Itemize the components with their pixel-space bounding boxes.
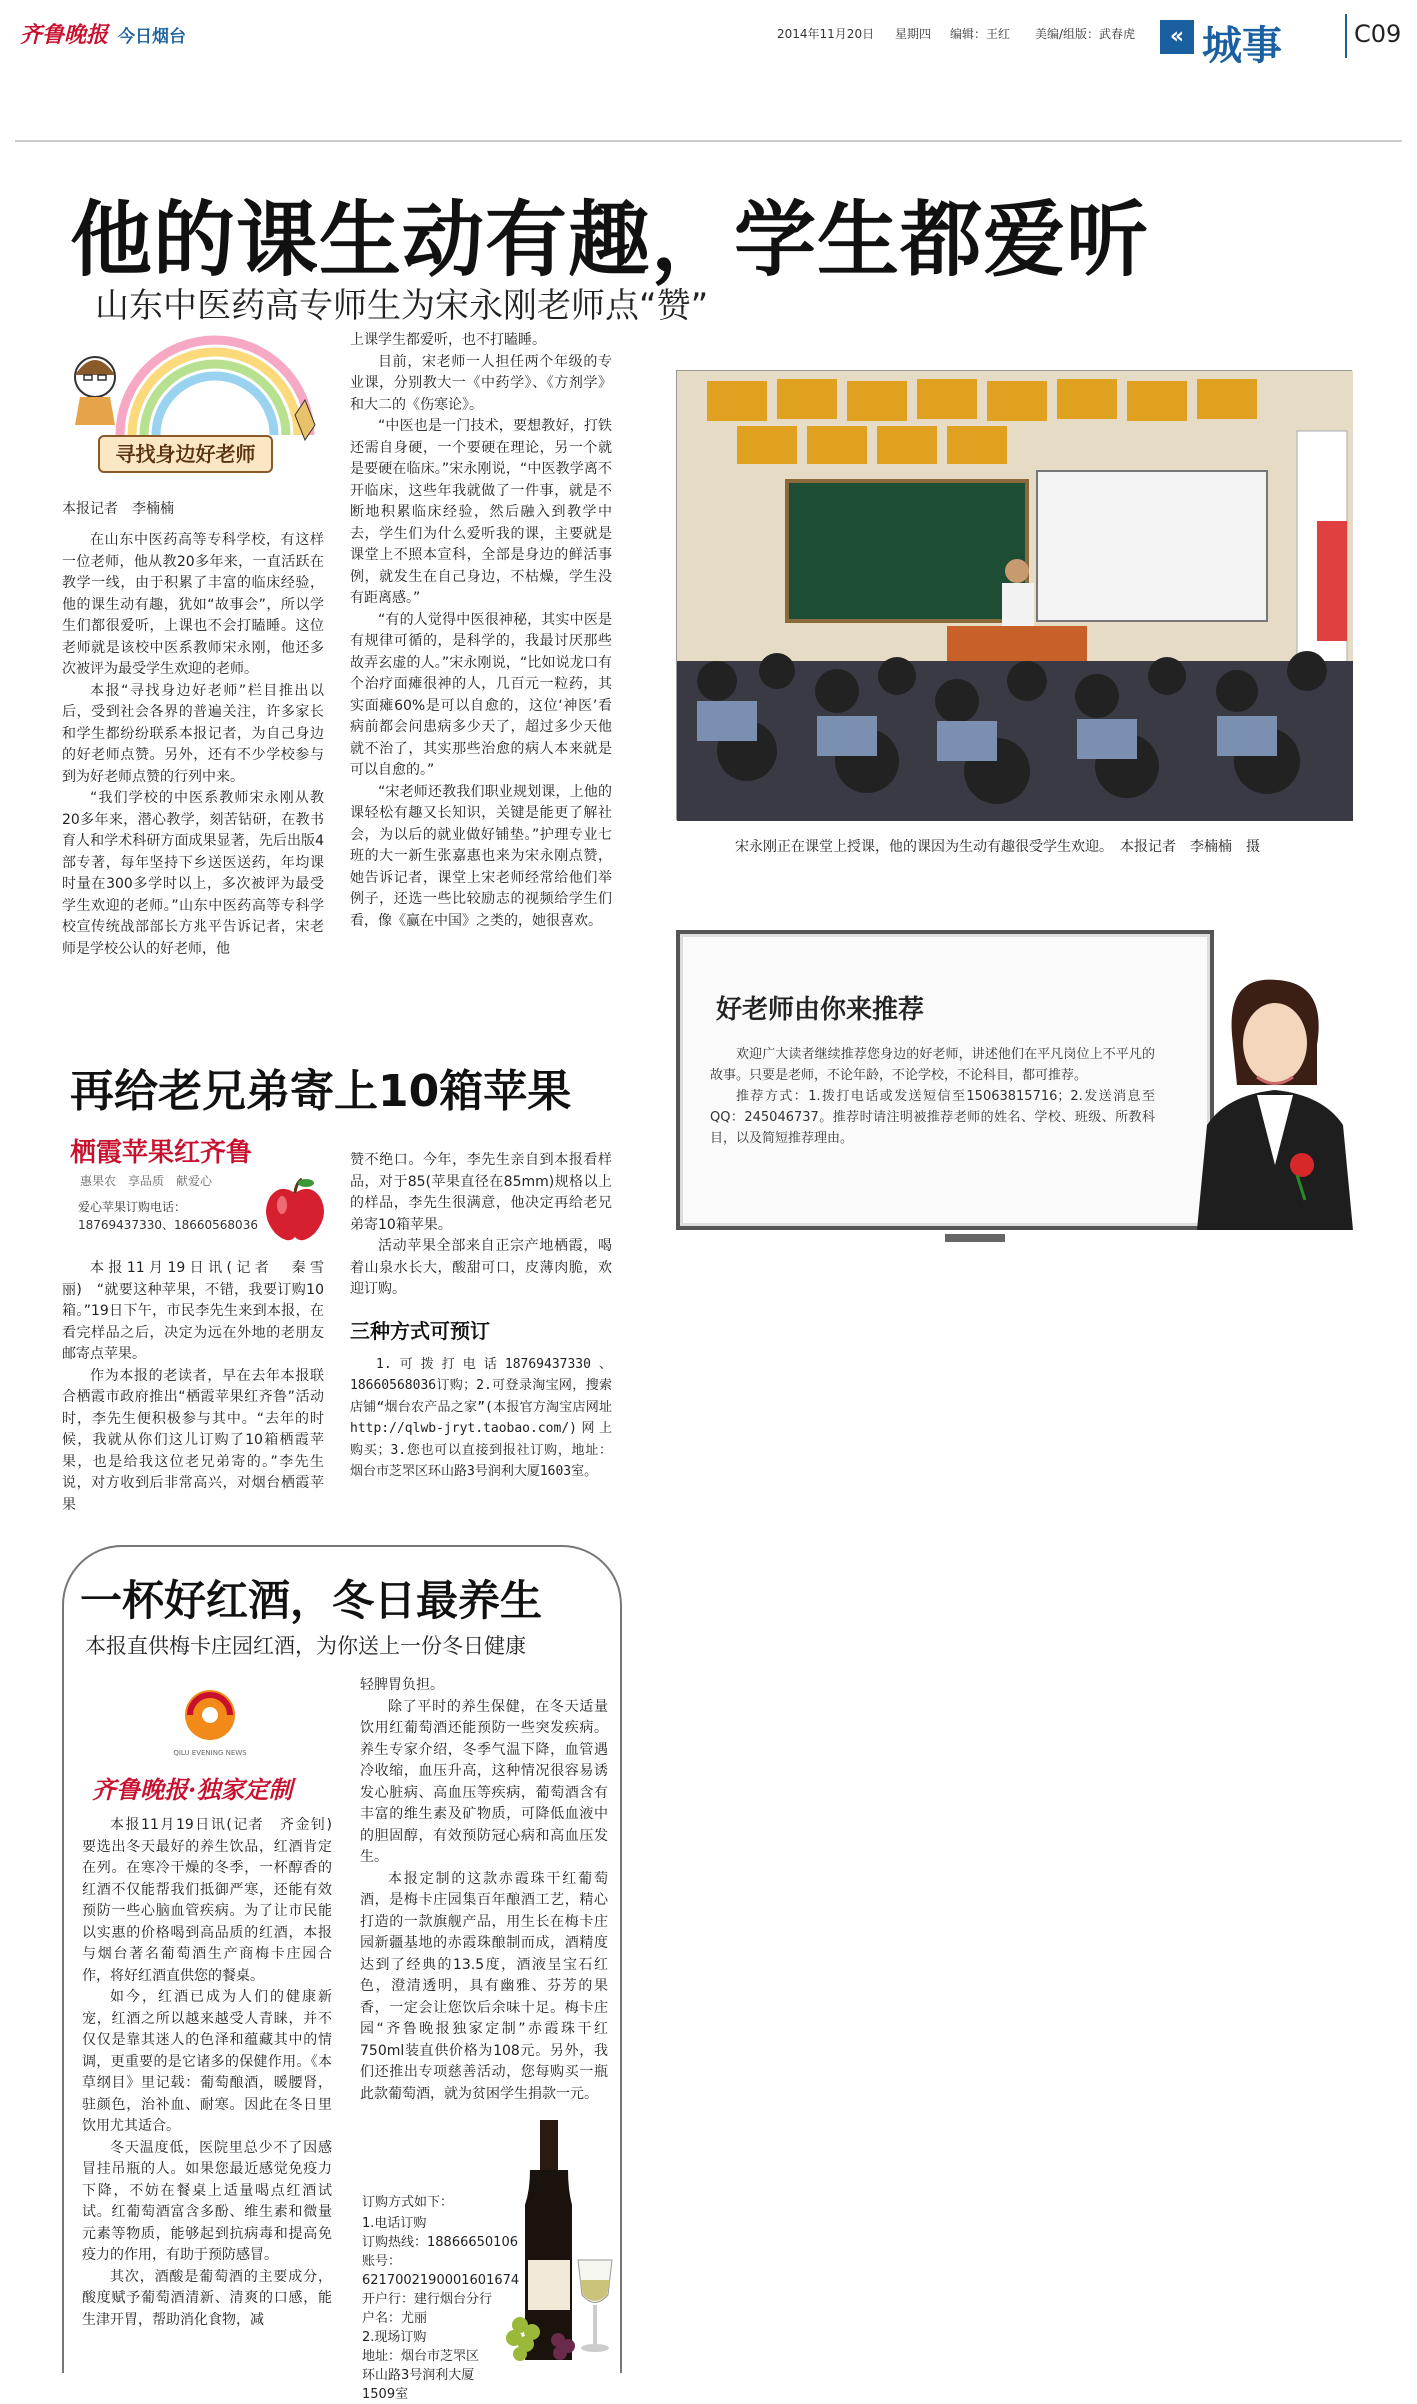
teacher-illustration bbox=[1187, 965, 1357, 1230]
issue-weekday: 星期四 bbox=[895, 27, 932, 41]
paragraph: 本报“寻找身边好老师”栏目推出以后，受到社会各界的普遍关注，许多家长和学生都纷纷联系本报记者，为自己身边的好老师点赞。另外，还有不少学校参与到为好老师点赞的行列中来。 bbox=[62, 682, 324, 785]
recommend-paragraph: 欢迎广大读者继续推荐您身边的好老师，讲述他们在平凡岗位上不平凡的故事。只要是老师，不论年龄，不论学校，不论科目，都可推荐。 bbox=[710, 1047, 1155, 1083]
apple-hotline-label: 爱心苹果订购电话： bbox=[78, 1200, 187, 1214]
article3-column-1 bbox=[82, 1815, 346, 2370]
paragraph: “中医也是一门技术，要想教好，打铁还需自身硬，一个要硬在理论，另一个就是要硬在临床。”宋永刚说，“中医教学离不开临床，这些年我就做了一件事，就是不断地积累临床经验，然后融入到教学中去，学生们为什么爱听我的课，主要就是课堂上不照本宣科，全部是身边的鲜活事例，就发生在自己身边，不枯燥，学生没有距离感。” bbox=[350, 418, 612, 606]
section-arrow-icon: « bbox=[1160, 20, 1194, 54]
recommend-box-title: 好老师由你来推荐 bbox=[716, 995, 925, 1025]
wine-order-line: 1.电话订购 bbox=[362, 2216, 427, 2231]
apple-brand-box bbox=[60, 1130, 330, 1250]
wine-order-line: 开户行：建行烟台分行 bbox=[362, 2292, 493, 2307]
qilu-logo-icon bbox=[175, 1685, 245, 1745]
design-credit: 美编/组版：武春虎 bbox=[1035, 27, 1136, 41]
article1-byline: 本报记者 李楠楠 bbox=[62, 501, 174, 517]
qilu-logo-text: QILU EVENING NEWS bbox=[173, 1749, 247, 1757]
paragraph: 在山东中医药高等专科学校，有这样一位老师，他从教20多年来，一直活跃在教学一线，由于积累了丰富的临床经验，他的课生动有趣，犹如“故事会”，所以学生们都很爱听，上课也不会打瞌睡。这位老师就是该校中医系教师宋永刚，他还多次被评为最受学生欢迎的老师。 bbox=[62, 532, 324, 677]
article2-column-2 bbox=[350, 1150, 612, 1525]
paragraph: 冬天温度低，医院里总少不了因感冒挂吊瓶的人。如果您最近感觉免疫力下降，不妨在餐桌上适量喝点红酒试试。红葡萄酒富含多酚、维生素和微量元素等物质，能够起到抗病毒和提高免疫力的作用，有助于预防感冒。 bbox=[82, 2139, 332, 2263]
paragraph: 本报定制的这款赤霞珠干红葡萄酒，是梅卡庄园集百年酿酒工艺，精心打造的一款旗舰产品，用生长在梅卡庄园新疆基地的赤霞珠酿制而成，酒精度达到了经典的13.5度，酒液呈宝石红色，澄清透明，具有幽雅、芬芳的果香，一定会让您饮后余味十足。梅卡庄园“齐鲁晚报独家定制”赤霞珠干红750ml装直供价格为108元。另外，我们还推出专项慈善活动，您每购买一瓶此款葡萄酒，就为贫困学生捐款一元。 bbox=[360, 1870, 608, 2102]
paragraph: 赞不绝口。今年，李先生亲自到本报看样品，对于85(苹果直径在85mm)规格以上的样品，李先生很满意，他决定再给老兄弟寄10箱苹果。 bbox=[350, 1152, 612, 1233]
wine-order-line: 户名：尤丽 bbox=[362, 2311, 428, 2326]
article1-column-2 bbox=[350, 330, 612, 1025]
paragraph: 本报11月19日讯(记者 秦雪丽) “就要这种苹果，不错，我要订购10箱。”19日下午，市民李先生来到本报，在看完样品之后，决定为远在外地的老朋友邮寄点苹果。 bbox=[62, 1260, 324, 1362]
column-badge bbox=[60, 325, 330, 485]
wine-order-line: 地址：烟台市芝罘区 bbox=[362, 2349, 480, 2364]
apple-icon bbox=[260, 1175, 330, 1245]
paragraph: “我们学校的中医系教师宋永刚从教20多年来，潜心教学，刻苦钻研，在教书育人和学术科研方面成果显著，先后出版4部专著，每年坚持下乡送医送药，年均课时量在300多学时以上，多次被评为最受学生欢迎的老师。”山东中医药高等专科学校宣传统战部部长方兆平告诉记者，宋老师是学校公认的好老师，他 bbox=[62, 790, 324, 957]
column-badge-label: 寻找身边好老师 bbox=[98, 435, 273, 473]
wine-order-line: 6217002190001601674 bbox=[362, 2273, 520, 2288]
paragraph: “宋老师还教我们职业规划课，上他的课轻松有趣又长知识，关键是能更了解社会，为以后的就业做好铺垫。”护理专业七班的大一新生张嘉惠也来为宋永刚点赞，她告诉记者，课堂上宋老师经常给他们举例子，还选一些比较励志的视频给学生们看，像《赢在中国》之类的，她很喜欢。 bbox=[350, 783, 612, 929]
apple-brand-title: 栖霞苹果红齐鲁 bbox=[70, 1138, 253, 1168]
issue-date: 2014年11月20日 bbox=[777, 27, 875, 41]
order-heading: 三种方式可预订 bbox=[350, 1318, 490, 1343]
article3-subheadline: 本报直供梅卡庄园红酒，为你送上一份冬日健康 bbox=[85, 1634, 526, 1658]
section-label: 今日烟台 bbox=[118, 27, 186, 47]
order-text: 1.可拨打电话18769437330、18660568036订购；2.可登录淘宝网，搜索店铺“烟台农产品之家”(本报官方淘宝店网址http://qlwb-jryt.taobao.com/)网上购买；3.您也可以直接到报社订购，地址：烟台市芝罘区环山路3号润利大厦1603室。 bbox=[350, 1356, 612, 1479]
wine-order-line: 账号： bbox=[362, 2254, 402, 2269]
wine-order-title: 订购方式如下： bbox=[362, 2195, 454, 2210]
recommend-box bbox=[676, 930, 1214, 1230]
wine-order-line: 环山路3号润利大厦 bbox=[362, 2368, 475, 2383]
article3-headline: 一杯好红酒，冬日最养生 bbox=[80, 1576, 543, 1625]
recommend-box-text bbox=[710, 1044, 1155, 1149]
wine-order-line: 订购热线：18866650106 bbox=[362, 2235, 518, 2250]
article1-subheadline: 山东中医药高专师生为宋永刚老师点“赞” bbox=[95, 286, 709, 326]
paragraph: 活动苹果全部来自正宗产地栖霞，喝着山泉水长大，酸甜可口，皮薄肉脆，欢迎订购。 bbox=[350, 1238, 612, 1297]
wine-order-line: 1509室 bbox=[362, 2387, 409, 2402]
paragraph: 轻脾胃负担。 bbox=[360, 1677, 444, 1693]
article1-column-1 bbox=[62, 530, 324, 1020]
photo-caption: 宋永刚正在课堂上授课，他的课因为生动有趣很受学生欢迎。 本报记者 李楠楠 摄 bbox=[735, 839, 1260, 855]
section-title: 城事 bbox=[1202, 23, 1282, 69]
paragraph: 本报11月19日讯(记者 齐金钊) 要选出冬天最好的养生饮品，红酒肯定在列。在寒冷干燥的冬季，一杯醇香的红酒不仅能帮我们抵御严寒，还能有效预防一些心脑血管疾病。为了让市民能以实惠的价格喝到高品质的红酒，本报与烟台著名葡萄酒生产商梅卡庄园合作，将好红酒直供您的餐桌。 bbox=[82, 1817, 346, 1984]
paragraph: “有的人觉得中医很神秘，其实中医是有规律可循的，是科学的，我最讨厌那些故弄玄虚的人。”宋永刚说，“比如说龙口有个治疗面瘫很神的人，几百元一粒药，其实面瘫60%是可以自愈的，这位‘神医’看病前都会问患病多少天了，超过多少天他就不治了，其实那些治愈的病人本来就是可以自愈的。” bbox=[350, 611, 612, 778]
article3-column-2 bbox=[360, 1675, 608, 2185]
apple-hotline-numbers: 18769437330、18660568036 bbox=[78, 1218, 258, 1232]
masthead bbox=[0, 0, 1417, 80]
paragraph: 除了平时的养生保健，在冬天适量饮用红葡萄酒还能预防一些突发疾病。养生专家介绍，冬季气温下降，血管遇冷收缩，血压升高，这种情况很容易诱发心脏病、高血压等疾病，葡萄酒含有丰富的维生素及矿物质，可降低血液中的胆固醇，有效预防冠心病和高血压发生。 bbox=[360, 1698, 608, 1865]
board-stand bbox=[945, 1234, 1005, 1242]
recommend-paragraph: 推荐方式：1.拨打电话或发送短信至15063815716；2.发送消息至QQ：245046737。推荐时请注明被推荐老师的姓名、学校、班级、所教科目，以及简短推荐理由。 bbox=[710, 1089, 1155, 1146]
paragraph: 其次，酒酸是葡萄酒的主要成分，酸度赋予葡萄酒清新、清爽的口感，能生津开胃，帮助消化食物，减 bbox=[82, 2268, 332, 2328]
paragraph: 如今，红酒已成为人们的健康新宠，红酒之所以越来越受人青睐，并不仅仅是靠其迷人的色泽和蕴藏其中的情调，更重要的是它诸多的保健作用。《本草纲目》里记载：葡萄酿酒，暖腰肾，驻颜色，治补血、耐寒。因此在冬日里饮用尤其适合。 bbox=[82, 1989, 332, 2134]
apple-brand-slogan: 惠果农 享品质 献爱心 bbox=[80, 1174, 213, 1188]
wine-bottle-illustration bbox=[500, 2110, 620, 2370]
masthead-rule bbox=[15, 140, 1402, 142]
editor-credit: 编辑：王红 bbox=[950, 27, 1011, 41]
paragraph: 上课学生都爱听，也不打瞌睡。 bbox=[350, 332, 546, 348]
article2-column-1 bbox=[62, 1258, 324, 1513]
custom-label: 齐鲁晚报·独家定制 bbox=[92, 1775, 293, 1804]
paragraph: 目前，宋老师一人担任两个年级的专业课，分别教大一《中药学》、《方剂学》和大二的《伤寒论》。 bbox=[350, 353, 612, 413]
paragraph: 作为本报的老读者，早在去年本报联合栖霞市政府推出“栖霞苹果红齐鲁”活动时，李先生便积极参与其中。“去年的时候，我就从你们这儿订购了10箱栖霞苹果，也是给我这位老兄弟寄的。”李先生说，对方收到后非常高兴，对烟台栖霞苹果 bbox=[62, 1367, 324, 1513]
paper-name: 齐鲁晚报 bbox=[20, 22, 109, 48]
article1-headline: 他的课生动有趣，学生都爱听 bbox=[70, 193, 1150, 288]
wine-order-line: 2.现场订购 bbox=[362, 2330, 427, 2345]
classroom-illustration bbox=[677, 371, 1353, 821]
article2-headline: 再给老兄弟寄上10箱苹果 bbox=[70, 1066, 572, 1117]
page-divider bbox=[1345, 14, 1347, 58]
classroom-photo bbox=[676, 370, 1352, 820]
qilu-logo bbox=[150, 1685, 270, 1775]
page-number: C09 bbox=[1354, 20, 1402, 48]
